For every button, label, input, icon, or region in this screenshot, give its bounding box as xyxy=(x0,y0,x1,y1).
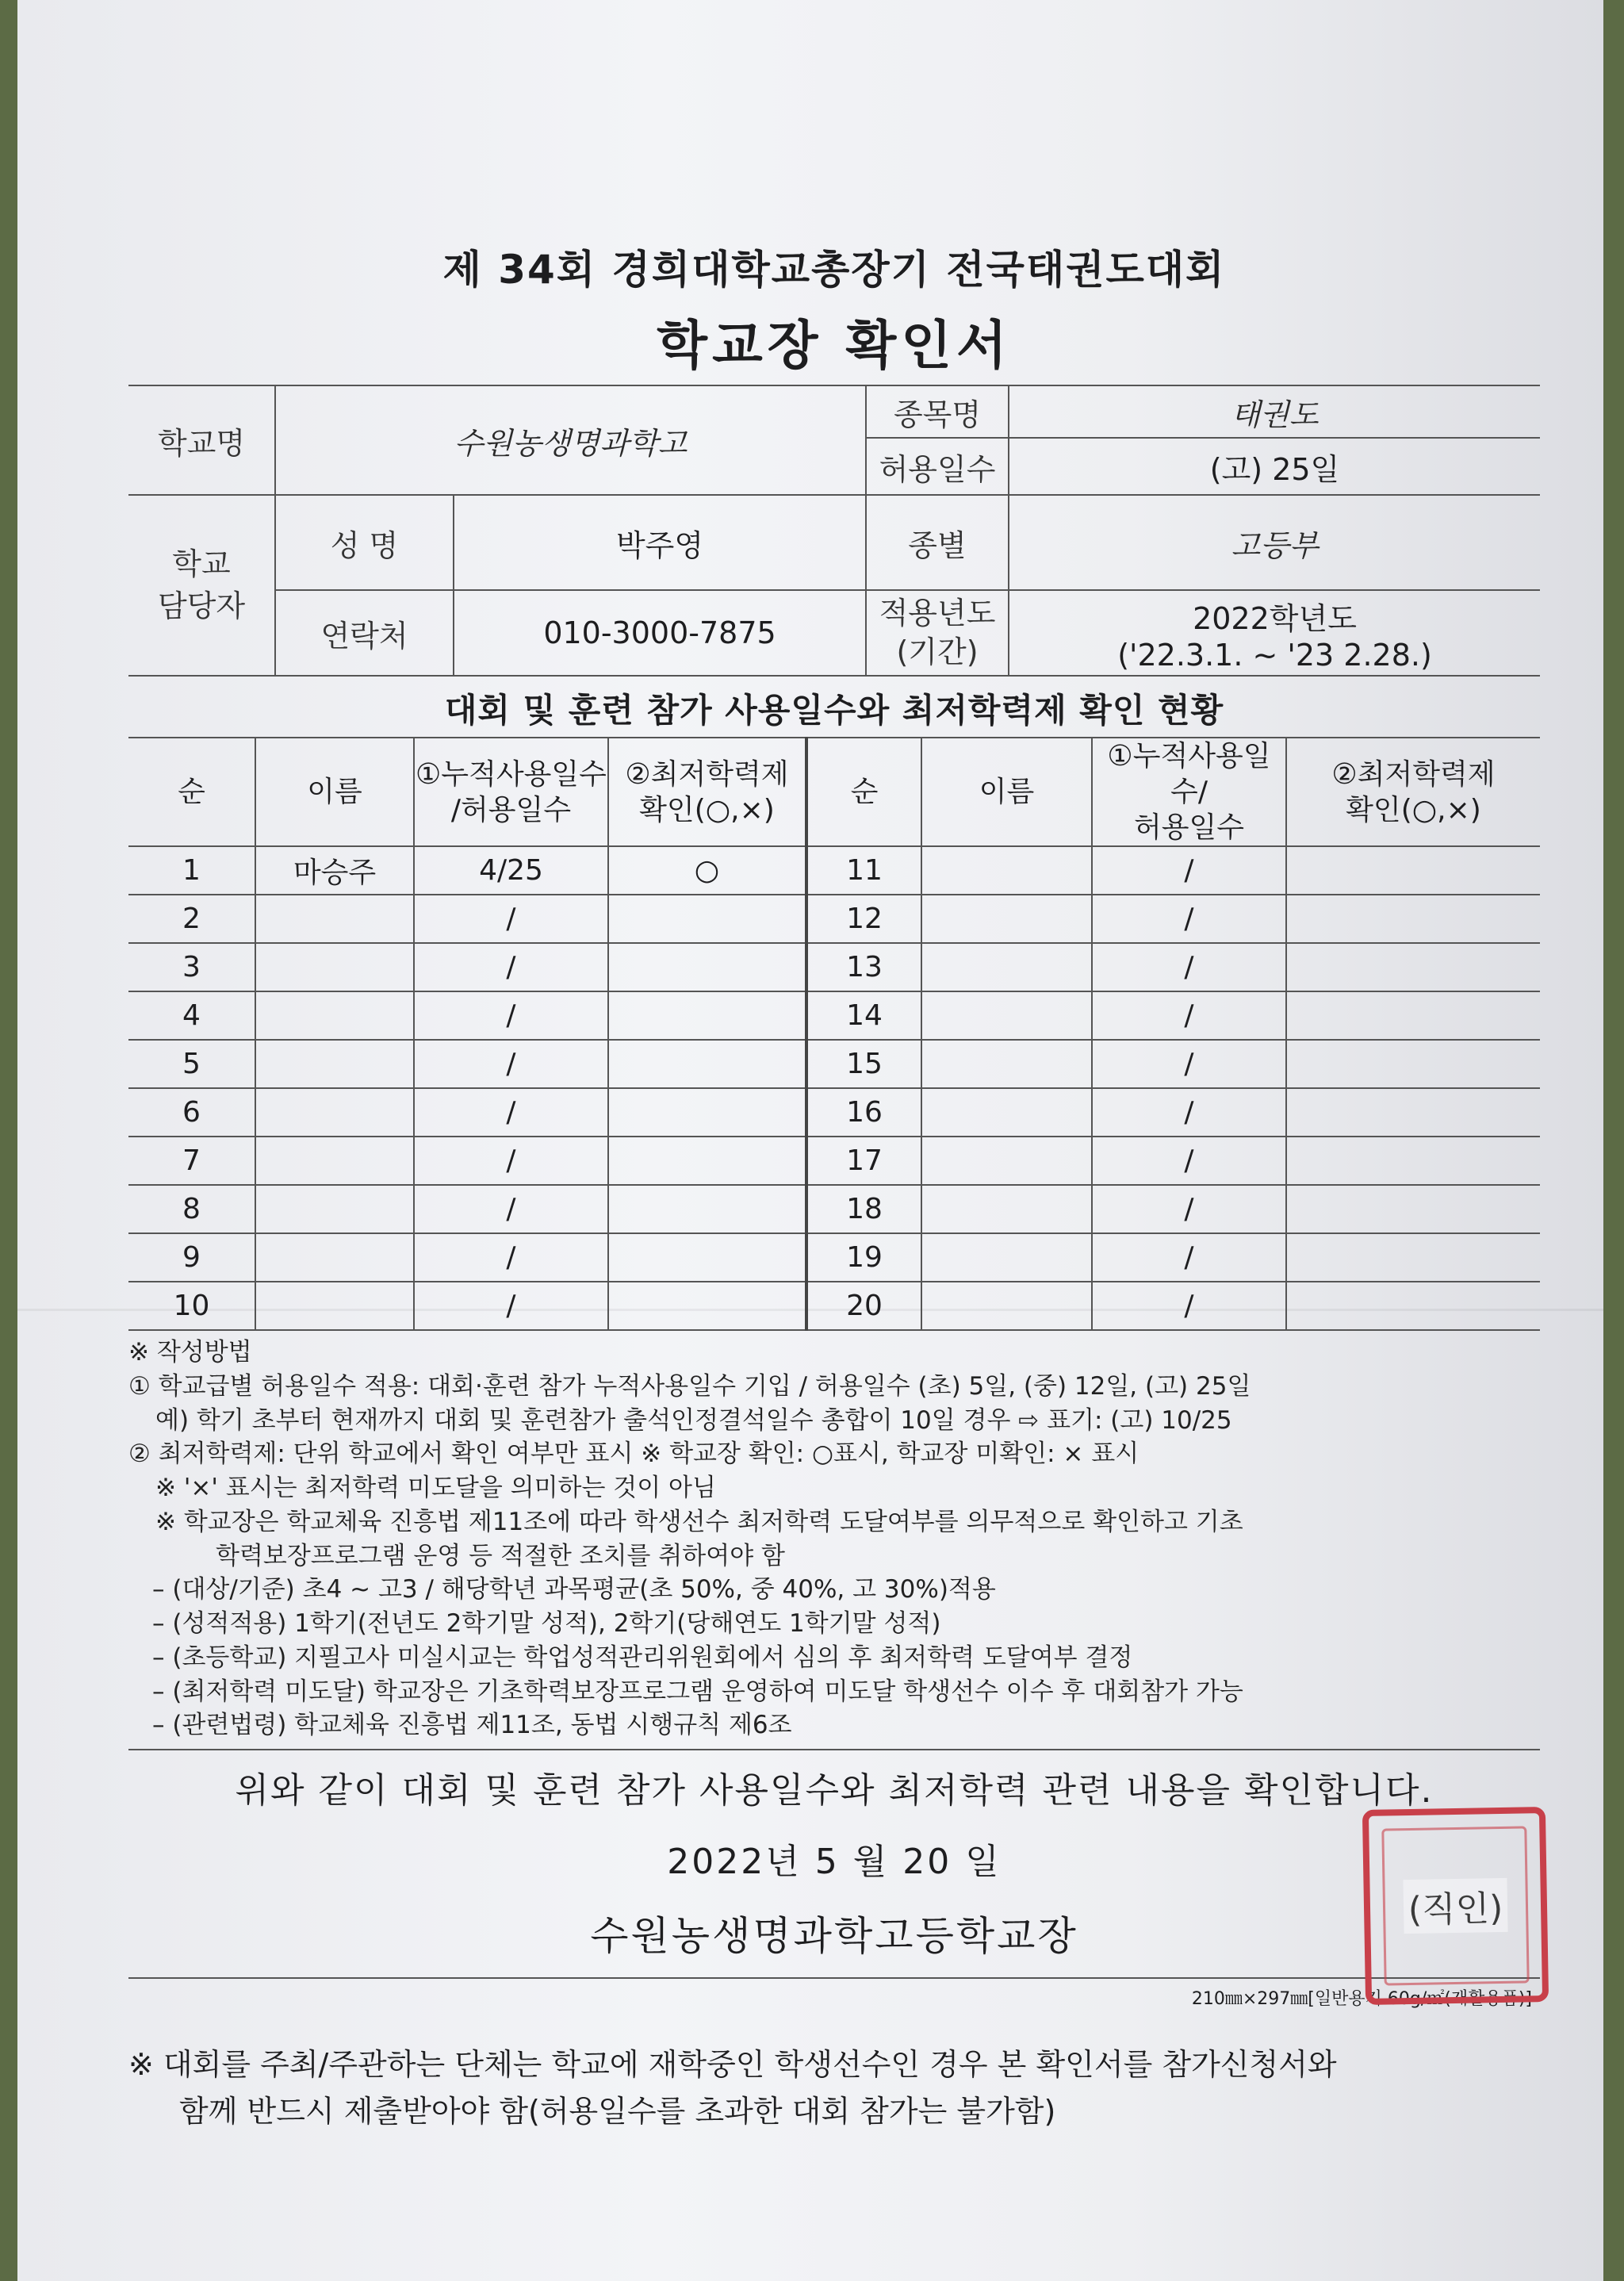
athlete-name xyxy=(921,1088,1092,1137)
min-grade-check xyxy=(1286,943,1540,991)
name-value: 박주영 xyxy=(454,495,866,590)
min-grade-check xyxy=(608,1185,806,1233)
athlete-name xyxy=(921,1185,1092,1233)
used-days: / xyxy=(1092,1040,1286,1088)
notes-heading: ※ 작성방법 xyxy=(128,1338,252,1367)
min-grade-check xyxy=(1286,1040,1540,1088)
event-label: 종목명 xyxy=(866,385,1009,438)
principal-name: 수원농생명과학고등학교장 xyxy=(590,1913,1078,1960)
col-header: ②최저학력제 확인(○,×) xyxy=(1286,738,1540,846)
allowed-days-label: 허용일수 xyxy=(866,438,1009,495)
name-label: 성 명 xyxy=(275,495,454,590)
row-number: 18 xyxy=(806,1185,921,1233)
min-grade-check xyxy=(1286,846,1540,895)
col-header: 순 xyxy=(806,738,921,846)
note-2b: ※ 학교장은 학교체육 진흥법 제11조에 따라 학생선수 최저학력 도달여부를 의무적으로 확인하고 기초 xyxy=(155,1507,1243,1536)
division-label: 종별 xyxy=(866,495,1009,590)
note-2: ② 최저학력제: 단위 학교에서 확인 여부만 표시 ※ 학교장 확인: ○표시, 학교장 미확인: × 표시 xyxy=(128,1440,1139,1469)
row-number: 3 xyxy=(128,943,255,991)
year-label: 적용년도 (기간) xyxy=(866,590,1009,676)
table-row xyxy=(128,943,1540,991)
used-days: / xyxy=(414,943,608,991)
row-number: 6 xyxy=(128,1088,255,1137)
row-number: 14 xyxy=(806,991,921,1040)
min-grade-check: ○ xyxy=(608,846,806,895)
col-header: ①누적사용일수 /허용일수 xyxy=(414,738,608,846)
min-grade-check xyxy=(1286,1282,1540,1330)
note-grades: – (성적적용) 1학기(전년도 2학기말 성적), 2학기(당해연도 1학기말 성적) xyxy=(152,1609,941,1639)
min-grade-check xyxy=(608,1282,806,1330)
note-below-min: – (최저학력 미도달) 학교장은 기초학력보장프로그램 운영하여 미도달 학생선수 이수 후 대회참가 가능 xyxy=(152,1677,1243,1706)
section-title: 대회 및 훈련 참가 사용일수와 최저학력제 확인 현황 xyxy=(444,691,1224,730)
col-header: ①누적사용일수/ 허용일수 xyxy=(1092,738,1286,846)
min-grade-check xyxy=(1286,1185,1540,1233)
document-paper xyxy=(17,0,1603,2281)
min-grade-check xyxy=(608,1137,806,1185)
row-number: 9 xyxy=(128,1233,255,1282)
used-days: / xyxy=(414,1233,608,1282)
athlete-name xyxy=(255,1282,414,1330)
manager-label: 학교 담당자 xyxy=(128,495,275,676)
used-days: / xyxy=(414,1282,608,1330)
used-days: / xyxy=(414,991,608,1040)
footer-line-1: ※ 대회를 주최/주관하는 단체는 학교에 재학중인 학생선수인 경우 본 확인서를 참가신청서와 xyxy=(128,2047,1337,2083)
table-row xyxy=(128,895,1540,943)
confirm-statement: 위와 같이 대회 및 훈련 참가 사용일수와 최저학력 관련 내용을 확인합니다. xyxy=(235,1770,1434,1811)
row-number: 10 xyxy=(128,1282,255,1330)
writing-notes xyxy=(128,1336,1540,1742)
used-days: / xyxy=(1092,1137,1286,1185)
divider xyxy=(128,1749,1540,1750)
used-days: / xyxy=(1092,943,1286,991)
table-row xyxy=(128,1040,1540,1088)
note-elementary: – (초등학교) 지필고사 미실시교는 학업성적관리위원회에서 심의 후 최저학력 도달여부 결정 xyxy=(152,1643,1133,1672)
min-grade-check xyxy=(1286,1137,1540,1185)
min-grade-check xyxy=(1286,1233,1540,1282)
row-number: 16 xyxy=(806,1088,921,1137)
col-header: 이름 xyxy=(255,738,414,846)
year-cell xyxy=(1009,590,1540,676)
document-content xyxy=(128,238,1540,2135)
athlete-name xyxy=(921,1282,1092,1330)
athlete-name xyxy=(255,943,414,991)
contact-label: 연락처 xyxy=(275,590,454,676)
row-number: 20 xyxy=(806,1282,921,1330)
year-period: ('22.3.1. ~ '23 2.28.) xyxy=(1117,637,1432,673)
table-row xyxy=(128,991,1540,1040)
table-row xyxy=(128,1282,1540,1330)
athlete-name xyxy=(921,846,1092,895)
athlete-name xyxy=(921,1040,1092,1088)
athlete-name xyxy=(921,943,1092,991)
used-days: / xyxy=(1092,1088,1286,1137)
min-grade-check xyxy=(608,943,806,991)
used-days: / xyxy=(1092,1233,1286,1282)
note-2c: 학력보장프로그램 운영 등 적절한 조치를 취하여야 함 xyxy=(216,1541,785,1570)
athlete-name xyxy=(921,1137,1092,1185)
athlete-name xyxy=(255,895,414,943)
col-header: ②최저학력제 확인(○,×) xyxy=(608,738,806,846)
min-grade-check xyxy=(608,1233,806,1282)
used-days: / xyxy=(1092,991,1286,1040)
division-value: 고등부 xyxy=(1009,495,1540,590)
table-header-row xyxy=(128,738,1540,846)
min-grade-check xyxy=(1286,991,1540,1040)
school-value: 수원농생명과학고 xyxy=(275,385,866,495)
table-row xyxy=(128,1137,1540,1185)
table-body xyxy=(128,846,1540,1330)
athlete-name xyxy=(921,991,1092,1040)
row-number: 5 xyxy=(128,1040,255,1088)
athlete-name xyxy=(255,1185,414,1233)
tournament-title: 제 34회 경희대학교총장기 전국태권도대회 xyxy=(442,247,1226,293)
min-grade-check xyxy=(1286,1088,1540,1137)
athlete-name xyxy=(921,1233,1092,1282)
row-number: 8 xyxy=(128,1185,255,1233)
used-days: / xyxy=(414,1088,608,1137)
table-row xyxy=(128,1233,1540,1282)
row-number: 13 xyxy=(806,943,921,991)
official-seal xyxy=(1362,1807,1549,2005)
row-number: 11 xyxy=(806,846,921,895)
footer-note xyxy=(128,2041,1540,2135)
note-target: – (대상/기준) 초4 ~ 고3 / 해당학년 과목평균(초 50%, 중 40%, 고 30%)적용 xyxy=(152,1575,996,1604)
used-days: 4/25 xyxy=(414,846,608,895)
min-grade-check xyxy=(608,895,806,943)
min-grade-check xyxy=(608,1040,806,1088)
paper-spec: 210㎜×297㎜[일반용지 60g/㎡(재활용품)] xyxy=(1191,1989,1532,2010)
footer-line-2: 함께 반드시 제출받아야 함(허용일수를 초과한 대회 참가는 불가함) xyxy=(179,2094,1056,2130)
note-1-example: 예) 학기 초부터 현재까지 대회 및 훈련참가 출석인정결석일수 총합이 10일 경우 ⇨ 표기: (고) 10/25 xyxy=(155,1405,1232,1435)
row-number: 1 xyxy=(128,846,255,895)
seal-label: (직인) xyxy=(1403,1878,1508,1934)
row-number: 15 xyxy=(806,1040,921,1088)
athlete-name xyxy=(255,1137,414,1185)
athlete-name xyxy=(921,895,1092,943)
table-row xyxy=(128,1185,1540,1233)
row-number: 2 xyxy=(128,895,255,943)
col-header: 이름 xyxy=(921,738,1092,846)
used-days: / xyxy=(1092,1282,1286,1330)
used-days: / xyxy=(1092,1185,1286,1233)
athlete-name xyxy=(255,1233,414,1282)
table-row xyxy=(128,846,1540,895)
athlete-name xyxy=(255,1040,414,1088)
allowed-days-value: (고) 25일 xyxy=(1009,438,1540,495)
issue-date: 2022년 5 월 20 일 xyxy=(667,1842,1002,1883)
contact-value: 010-3000-7875 xyxy=(454,590,866,676)
col-header: 순 xyxy=(128,738,255,846)
note-2a: ※ '×' 표시는 최저학력 미도달을 의미하는 것이 아님 xyxy=(155,1474,716,1503)
min-grade-check xyxy=(608,1088,806,1137)
used-days: / xyxy=(414,1040,608,1088)
year-value: 2022학년도 xyxy=(1193,600,1357,636)
athlete-name xyxy=(255,991,414,1040)
divider xyxy=(128,1977,1540,1979)
table-row xyxy=(128,1088,1540,1137)
used-days: / xyxy=(414,1185,608,1233)
participation-table xyxy=(128,737,1540,1331)
min-grade-check xyxy=(608,991,806,1040)
document-title: 학교장 확인서 xyxy=(657,315,1012,376)
min-grade-check xyxy=(1286,895,1540,943)
used-days: / xyxy=(1092,895,1286,943)
athlete-name: 마승주 xyxy=(255,846,414,895)
school-label: 학교명 xyxy=(128,385,275,495)
event-value: 태권도 xyxy=(1009,385,1540,438)
note-1: ① 학교급별 허용일수 적용: 대회·훈련 참가 누적사용일수 기입 / 허용일수 (초) 5일, (중) 12일, (고) 25일 xyxy=(128,1371,1251,1401)
athlete-name xyxy=(255,1088,414,1137)
used-days: / xyxy=(414,1137,608,1185)
row-number: 12 xyxy=(806,895,921,943)
info-table xyxy=(128,385,1540,677)
row-number: 19 xyxy=(806,1233,921,1282)
note-law: – (관련법령) 학교체육 진흥법 제11조, 동법 시행규칙 제6조 xyxy=(152,1711,792,1740)
row-number: 17 xyxy=(806,1137,921,1185)
used-days: / xyxy=(414,895,608,943)
row-number: 7 xyxy=(128,1137,255,1185)
used-days: / xyxy=(1092,846,1286,895)
row-number: 4 xyxy=(128,991,255,1040)
